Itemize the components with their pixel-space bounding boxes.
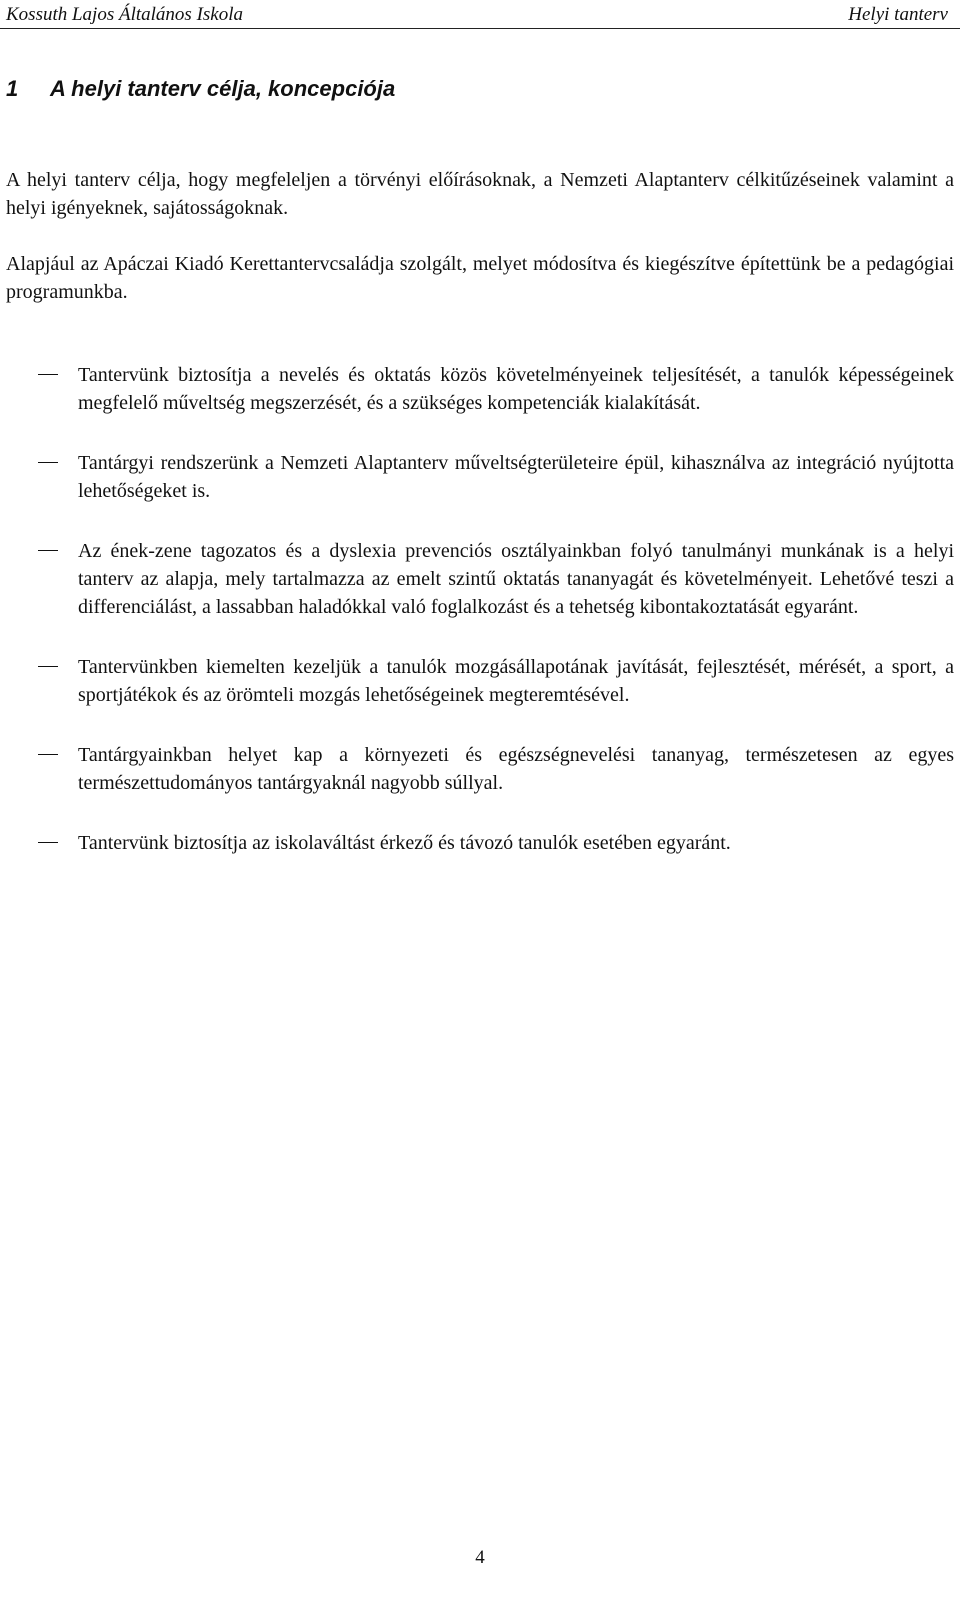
dash-bullet-icon [38, 462, 58, 463]
basis-paragraph: Alapjául az Apáczai Kiadó Kerettantervcsaládja szolgált, melyet módosítva és kiegészítve építettünk be a pedagógiai programunkba. [6, 253, 954, 303]
section-title: A helyi tanterv célja, koncepciója [50, 76, 396, 101]
list-item-text: Tantárgyi rendszerünk a Nemzeti Alaptanterv műveltségterületeire épül, kihasználva az integráció nyújtotta lehetőségeket is. [78, 452, 954, 502]
page-number: 4 [475, 1547, 485, 1568]
list-item-text: Az ének-zene tagozatos és a dyslexia prevenciós osztályainkban folyó tanulmányi munkának is a helyi tanterv az alapja, mely tartalmazza az emelt szintű oktatás tananyagát és követelményeit. Lehetővé teszi a differenciálást, a lassabban haladókkal való foglalkozást és a tehetség kibontakoztatását egyaránt. [78, 540, 954, 618]
list-item-text: Tantervünk biztosítja a nevelés és oktatás közös követelményeinek teljesítését, a tanulók képességeinek megfelelő műveltség megszerzését, és a szükséges kompetenciák kialakítását. [78, 364, 954, 414]
list-item [0, 741, 954, 797]
list-item [0, 361, 954, 417]
dash-bullet-icon [38, 666, 58, 667]
header-document-title: Helyi tanterv [848, 4, 948, 25]
list-item [0, 653, 954, 709]
list-item-text: Tantervünk biztosítja az iskolaváltást érkező és távozó tanulók esetében egyaránt. [78, 832, 731, 854]
page-header [0, 0, 960, 29]
dash-bullet-icon [38, 374, 58, 375]
header-school-name: Kossuth Lajos Általános Iskola [6, 4, 243, 25]
list-item [0, 537, 954, 621]
dash-bullet-icon [38, 842, 58, 843]
list-item [0, 449, 954, 505]
bullet-list [0, 361, 960, 889]
section-heading [6, 76, 395, 102]
section-number: 1 [6, 76, 19, 101]
list-item-text: Tantárgyainkban helyet kap a környezeti és egészségnevelési tananyag, természetesen az egyes természettudományos tantárgyaknál nagyobb súllyal. [78, 744, 954, 794]
list-item [0, 829, 954, 857]
intro-paragraph: A helyi tanterv célja, hogy megfeleljen a törvényi előírásoknak, a Nemzeti Alaptanterv célkitűzéseinek valamint a helyi igényeknek, sajátosságoknak. [6, 169, 954, 219]
list-item-text: Tantervünkben kiemelten kezeljük a tanulók mozgásállapotának javítását, fejlesztését, mérését, a sport, a sportjátékok és az örömteli mozgás lehetőségeinek megteremtésével. [78, 656, 954, 706]
dash-bullet-icon [38, 550, 58, 551]
dash-bullet-icon [38, 754, 58, 755]
